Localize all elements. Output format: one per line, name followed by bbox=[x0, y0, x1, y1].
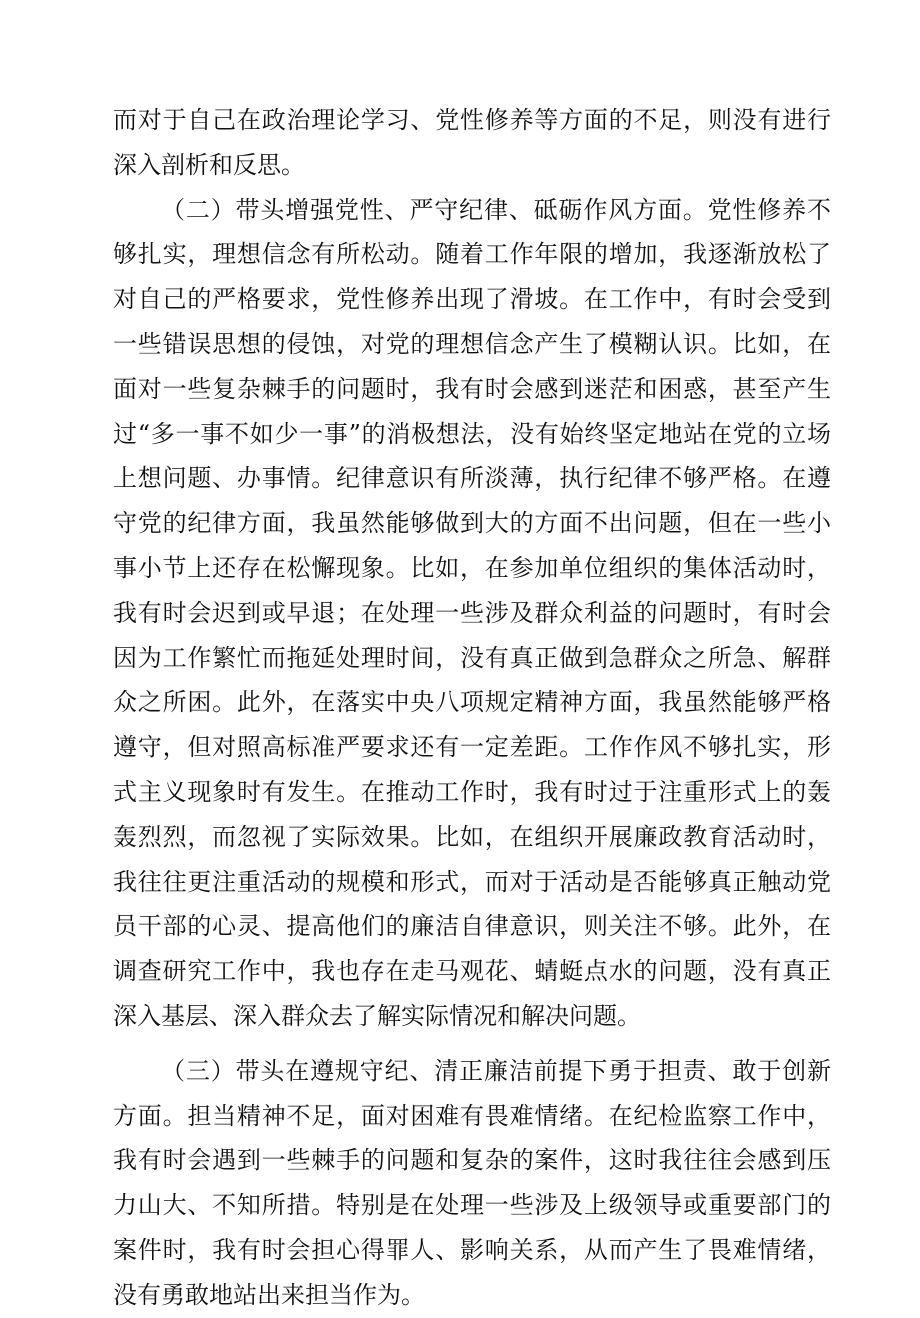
document-body bbox=[113, 98, 831, 1318]
paragraph-continuation: 而对于自己在政治理论学习、党性修养等方面的不足，则没有进行深入剖析和反思。 bbox=[113, 106, 831, 179]
paragraph-section-two: （二）带头增强党性、严守纪律、砥砺作风方面。党性修养不够扎实，理想信念有所松动。随着工作年限的增加，我逐渐放松了对自己的严格要求，党性修养出现了滑坡。在工作中，有时会受到一些错误思想的侵蚀，对党的理想信念产生了模糊认识。比如，在面对一些复杂棘手的问题时，我有时会感到迷茫和困惑，甚至产生过“多一事不如少一事”的消极想法，没有始终坚定地站在党的立场上想问题、办事情。纪律意识有所淡薄，执行纪律不够严格。在遵守党的纪律方面，我虽然能够做到大的方面不出问题，但在一些小事小节上还存在松懈现象。比如，在参加单位组织的集体活动时，我有时会迟到或早退；在处理一些涉及群众利益的问题时，有时会因为工作繁忙而拖延处理时间，没有真正做到急群众之所急、解群众之所困。此外，在落实中央八项规定精神方面，我虽然能够严格遵守，但对照高标准严要求还有一定差距。工作作风不够扎实，形式主义现象时有发生。在推动工作时，我有时过于注重形式上的轰轰烈烈，而忽视了实际效果。比如，在组织开展廉政教育活动时，我往往更注重活动的规模和形式，而对于活动是否能够真正触动党员干部的心灵、提高他们的廉洁自律意识，则关注不够。此外，在调查研究工作中，我也存在走马观花、蜻蜓点水的问题，没有真正深入基层、深入群众去了解实际情况和解决问题。 bbox=[113, 195, 831, 1030]
paragraph-section-three: （三）带头在遵规守纪、清正廉洁前提下勇于担责、敢于创新方面。担当精神不足，面对困难有畏难情绪。在纪检监察工作中，我有时会遇到一些棘手的问题和复杂的案件，这时我往往会感到压力山大、不知所措。特别是在处理一些涉及上级领导或重要部门的案件时，我有时会担心得罪人、影响关系，从而产生了畏难情绪，没有勇敢地站出来担当作为。 bbox=[113, 1056, 831, 1309]
